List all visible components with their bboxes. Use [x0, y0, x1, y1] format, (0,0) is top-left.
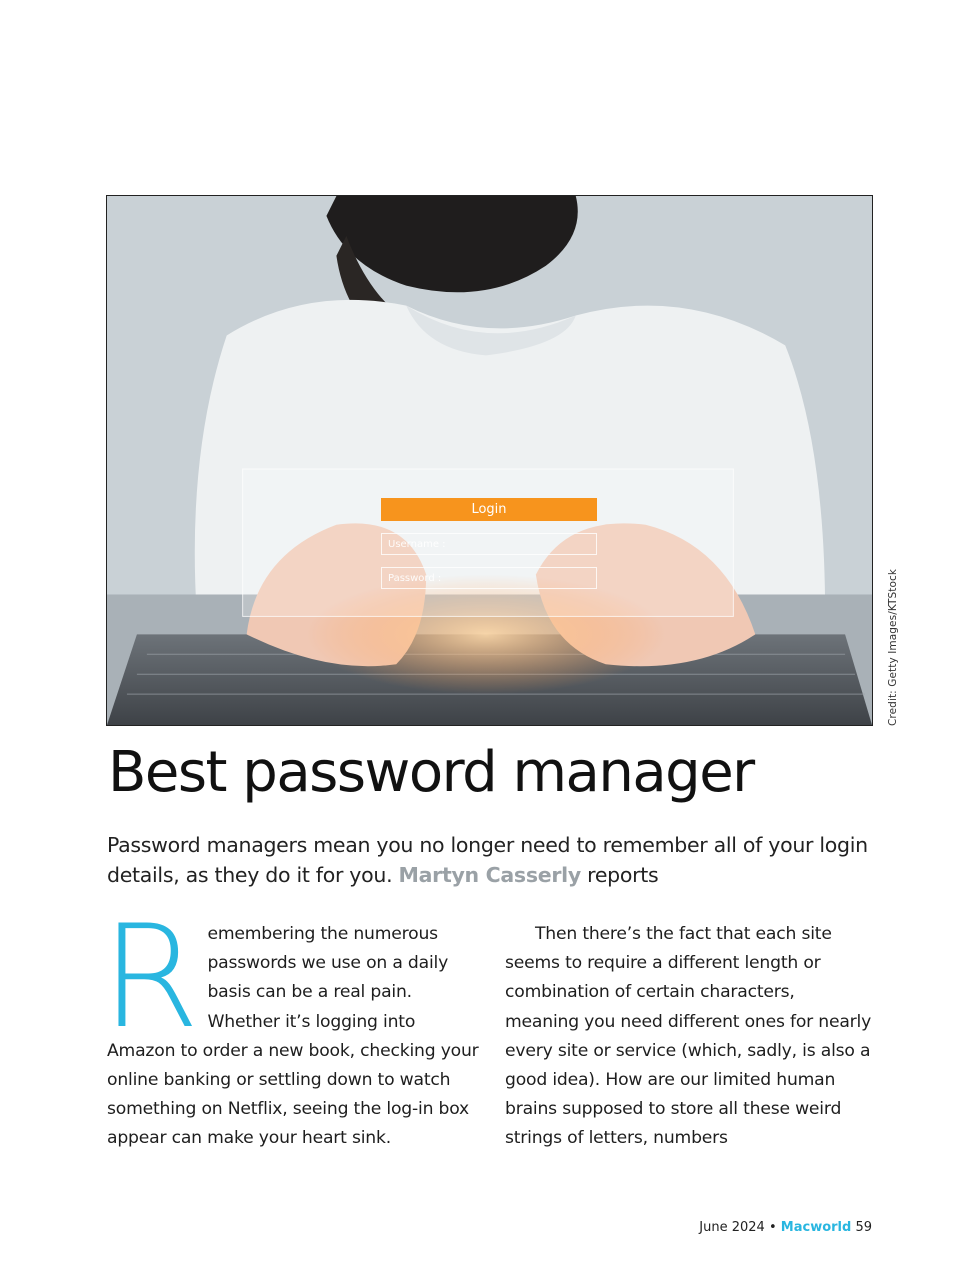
folio-bullet: • — [768, 1220, 777, 1235]
hero-image — [106, 195, 873, 726]
body-text-right: Then there’s the fact that each site seems to require a different length or combination of certain characters, meaning you need different ones for nearly every site or service (which, sadly, is also a good idea). How are our limited human brains supposed to store all these weird strings of letters, numbers — [505, 924, 872, 1149]
standfirst — [107, 830, 877, 890]
byline: Martyn Casserly — [398, 863, 581, 887]
image-credit: Credit: Getty Images/KTStock — [887, 568, 899, 726]
body-text-left: emembering the numerous passwords we use on a daily basis can be a real pain. Whether it’s logging into Amazon to order a new book, checking your online banking or settling down to watch something on Netflix, seeing the log-in box appear can make your heart sink. — [107, 924, 479, 1149]
issue-date: June 2024 — [699, 1220, 765, 1235]
page-number: 59 — [855, 1220, 872, 1235]
magazine-brand: Macworld — [780, 1220, 852, 1235]
username-field: Username : — [381, 533, 597, 555]
hero-photo-illustration — [107, 196, 872, 725]
drop-cap: R — [101, 895, 200, 1060]
login-button: Login — [381, 498, 597, 521]
standfirst-text: Password managers mean you no longer need to remember all of your login details, as they do it for you. — [107, 833, 868, 887]
byline-suffix: reports — [587, 863, 659, 887]
body-column-right — [505, 920, 873, 1154]
page-footer — [699, 1220, 872, 1235]
password-field: Password : — [381, 567, 597, 589]
body-column-left — [101, 895, 479, 1154]
article-title: Best password manager — [108, 740, 754, 805]
